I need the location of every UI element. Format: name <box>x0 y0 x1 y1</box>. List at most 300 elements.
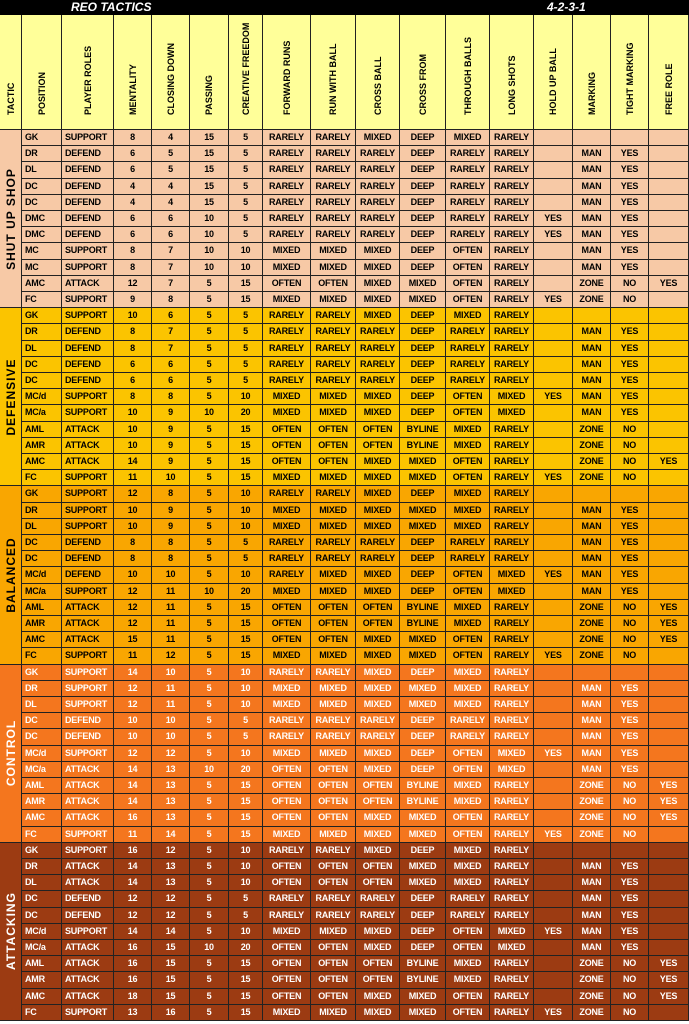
cell-through-balls: MIXED <box>446 665 490 681</box>
cell-long-shots: RARELY <box>490 665 534 681</box>
cell-position: DL <box>22 697 62 713</box>
cell-through-balls: MIXED <box>446 778 490 794</box>
cell-free-role <box>649 438 689 454</box>
cell-hold-up-ball <box>534 260 573 276</box>
cell-free-role <box>649 260 689 276</box>
cell-through-balls: RARELY <box>446 211 490 227</box>
cell-tight-marking: YES <box>611 324 649 340</box>
cell-marking: ZONE <box>573 778 611 794</box>
cell-hold-up-ball <box>534 146 573 162</box>
cell-position: DMC <box>22 211 62 227</box>
cell-cross-ball: MIXED <box>356 1005 400 1021</box>
cell-creative-freedom: 10 <box>229 697 263 713</box>
cell-creative-freedom: 15 <box>229 972 263 988</box>
cell-run-with-ball: OFTEN <box>311 632 356 648</box>
cell-marking: ZONE <box>573 648 611 664</box>
cell-cross-from: BYLINE <box>400 600 446 616</box>
cell-mentality: 8 <box>114 389 152 405</box>
cell-marking: MAN <box>573 697 611 713</box>
cell-free-role <box>649 357 689 373</box>
cell-run-with-ball: OFTEN <box>311 940 356 956</box>
cell-hold-up-ball: YES <box>534 227 573 243</box>
cell-cross-ball: RARELY <box>356 373 400 389</box>
cell-free-role <box>649 389 689 405</box>
cell-position: MC <box>22 243 62 259</box>
cell-hold-up-ball <box>534 584 573 600</box>
tactic-group-defensive <box>0 308 22 486</box>
cell-creative-freedom: 10 <box>229 924 263 940</box>
cell-passing: 5 <box>190 616 229 632</box>
cell-passing: 5 <box>190 697 229 713</box>
cell-through-balls: RARELY <box>446 341 490 357</box>
cell-forward-runs: MIXED <box>263 405 311 421</box>
cell-closing-down: 8 <box>152 486 190 502</box>
column-header-label: FORWARD RUNS <box>281 40 292 115</box>
cell-long-shots: RARELY <box>490 729 534 745</box>
cell-free-role <box>649 503 689 519</box>
cell-cross-from: DEEP <box>400 584 446 600</box>
cell-closing-down: 9 <box>152 519 190 535</box>
column-header-passing <box>190 15 229 130</box>
cell-closing-down: 4 <box>152 179 190 195</box>
cell-run-with-ball: MIXED <box>311 681 356 697</box>
cell-marking: MAN <box>573 859 611 875</box>
cell-cross-from: DEEP <box>400 551 446 567</box>
cell-through-balls: MIXED <box>446 681 490 697</box>
cell-closing-down: 4 <box>152 130 190 146</box>
column-header-free-role <box>649 15 689 130</box>
cell-tight-marking: NO <box>611 454 649 470</box>
cell-through-balls: OFTEN <box>446 632 490 648</box>
cell-mentality: 10 <box>114 729 152 745</box>
cell-cross-ball: RARELY <box>356 324 400 340</box>
column-header-label: PASSING <box>204 75 214 115</box>
cell-mentality: 10 <box>114 567 152 583</box>
cell-free-role <box>649 486 689 502</box>
cell-marking: MAN <box>573 908 611 924</box>
cell-closing-down: 8 <box>152 389 190 405</box>
cell-free-role <box>649 665 689 681</box>
cell-passing: 5 <box>190 908 229 924</box>
cell-position: DR <box>22 503 62 519</box>
cell-closing-down: 8 <box>152 292 190 308</box>
cell-tight-marking: YES <box>611 405 649 421</box>
cell-forward-runs: OFTEN <box>263 794 311 810</box>
cell-passing: 5 <box>190 324 229 340</box>
cell-free-role <box>649 762 689 778</box>
cell-tight-marking: YES <box>611 584 649 600</box>
cell-through-balls: OFTEN <box>446 292 490 308</box>
cell-mentality: 16 <box>114 972 152 988</box>
cell-cross-ball: MIXED <box>356 454 400 470</box>
cell-tight-marking: NO <box>611 632 649 648</box>
cell-run-with-ball: OFTEN <box>311 600 356 616</box>
cell-run-with-ball: RARELY <box>311 486 356 502</box>
cell-forward-runs: RARELY <box>263 567 311 583</box>
cell-cross-ball: MIXED <box>356 697 400 713</box>
column-header-run-with-ball <box>311 15 356 130</box>
cell-through-balls: OFTEN <box>446 940 490 956</box>
cell-marking: MAN <box>573 729 611 745</box>
cell-cross-ball: RARELY <box>356 195 400 211</box>
column-header-label: TIGHT MARKING <box>624 42 635 115</box>
cell-creative-freedom: 10 <box>229 260 263 276</box>
cell-hold-up-ball <box>534 972 573 988</box>
cell-free-role <box>649 827 689 843</box>
cell-tight-marking: NO <box>611 648 649 664</box>
cell-run-with-ball: OFTEN <box>311 616 356 632</box>
cell-creative-freedom: 10 <box>229 567 263 583</box>
cell-mentality: 16 <box>114 956 152 972</box>
cell-closing-down: 8 <box>152 551 190 567</box>
cell-free-role <box>649 162 689 178</box>
cell-run-with-ball: MIXED <box>311 503 356 519</box>
cell-mentality: 14 <box>114 762 152 778</box>
cell-marking: ZONE <box>573 422 611 438</box>
cell-hold-up-ball: YES <box>534 746 573 762</box>
cell-tight-marking: YES <box>611 729 649 745</box>
cell-run-with-ball: RARELY <box>311 665 356 681</box>
cell-forward-runs: RARELY <box>263 162 311 178</box>
cell-long-shots: RARELY <box>490 341 534 357</box>
cell-closing-down: 14 <box>152 827 190 843</box>
cell-marking: MAN <box>573 146 611 162</box>
cell-cross-from: DEEP <box>400 389 446 405</box>
cell-marking: MAN <box>573 584 611 600</box>
cell-cross-from: MIXED <box>400 989 446 1005</box>
cell-player-roles: DEFEND <box>62 567 114 583</box>
cell-tight-marking <box>611 308 649 324</box>
cell-cross-from: DEEP <box>400 535 446 551</box>
cell-position: FC <box>22 827 62 843</box>
cell-mentality: 12 <box>114 616 152 632</box>
cell-cross-from: BYLINE <box>400 778 446 794</box>
cell-passing: 10 <box>190 227 229 243</box>
cell-closing-down: 6 <box>152 227 190 243</box>
cell-mentality: 12 <box>114 584 152 600</box>
cell-tight-marking: YES <box>611 940 649 956</box>
cell-passing: 5 <box>190 859 229 875</box>
cell-free-role <box>649 746 689 762</box>
cell-free-role: YES <box>649 600 689 616</box>
cell-forward-runs: OFTEN <box>263 276 311 292</box>
cell-hold-up-ball: YES <box>534 211 573 227</box>
cell-through-balls: MIXED <box>446 503 490 519</box>
cell-creative-freedom: 15 <box>229 1005 263 1021</box>
cell-cross-from: DEEP <box>400 357 446 373</box>
cell-cross-ball: MIXED <box>356 810 400 826</box>
column-header-label: POSITION <box>36 71 47 115</box>
cell-closing-down: 6 <box>152 373 190 389</box>
cell-cross-ball: RARELY <box>356 162 400 178</box>
cell-player-roles: ATTACK <box>62 600 114 616</box>
column-header-cross-from <box>400 15 446 130</box>
cell-player-roles: ATTACK <box>62 276 114 292</box>
cell-creative-freedom: 15 <box>229 632 263 648</box>
cell-run-with-ball: RARELY <box>311 211 356 227</box>
cell-cross-ball: RARELY <box>356 729 400 745</box>
cell-closing-down: 13 <box>152 859 190 875</box>
cell-mentality: 10 <box>114 438 152 454</box>
cell-forward-runs: MIXED <box>263 503 311 519</box>
cell-through-balls: RARELY <box>446 227 490 243</box>
cell-tight-marking: YES <box>611 519 649 535</box>
cell-creative-freedom: 15 <box>229 454 263 470</box>
cell-position: DR <box>22 146 62 162</box>
cell-marking: MAN <box>573 891 611 907</box>
cell-position: GK <box>22 843 62 859</box>
cell-cross-from: DEEP <box>400 308 446 324</box>
cell-player-roles: DEFEND <box>62 908 114 924</box>
cell-player-roles: ATTACK <box>62 794 114 810</box>
cell-through-balls: RARELY <box>446 357 490 373</box>
cell-run-with-ball: MIXED <box>311 648 356 664</box>
cell-through-balls: MIXED <box>446 600 490 616</box>
cell-run-with-ball: MIXED <box>311 827 356 843</box>
cell-forward-runs: RARELY <box>263 729 311 745</box>
cell-passing: 5 <box>190 503 229 519</box>
cell-player-roles: SUPPORT <box>62 1005 114 1021</box>
cell-hold-up-ball <box>534 875 573 891</box>
cell-marking: ZONE <box>573 292 611 308</box>
cell-long-shots: RARELY <box>490 697 534 713</box>
cell-hold-up-ball <box>534 324 573 340</box>
cell-marking: ZONE <box>573 600 611 616</box>
cell-free-role <box>649 924 689 940</box>
column-header-label: RUN WITH BALL <box>328 43 338 115</box>
cell-position: DC <box>22 179 62 195</box>
cell-long-shots: MIXED <box>490 746 534 762</box>
cell-long-shots: MIXED <box>490 762 534 778</box>
cell-player-roles: ATTACK <box>62 940 114 956</box>
cell-cross-ball: RARELY <box>356 341 400 357</box>
cell-through-balls: RARELY <box>446 195 490 211</box>
cell-passing: 5 <box>190 567 229 583</box>
cell-through-balls: OFTEN <box>446 924 490 940</box>
cell-closing-down: 12 <box>152 746 190 762</box>
cell-hold-up-ball <box>534 713 573 729</box>
cell-run-with-ball: MIXED <box>311 567 356 583</box>
cell-player-roles: SUPPORT <box>62 405 114 421</box>
cell-player-roles: ATTACK <box>62 956 114 972</box>
cell-passing: 5 <box>190 681 229 697</box>
cell-mentality: 8 <box>114 341 152 357</box>
cell-position: MC/d <box>22 746 62 762</box>
cell-hold-up-ball <box>534 989 573 1005</box>
cell-passing: 15 <box>190 162 229 178</box>
column-header-label: LONG SHOTS <box>506 55 517 115</box>
cell-position: DR <box>22 324 62 340</box>
cell-passing: 10 <box>190 940 229 956</box>
cell-free-role <box>649 940 689 956</box>
cell-mentality: 14 <box>114 794 152 810</box>
cell-marking: ZONE <box>573 1005 611 1021</box>
cell-through-balls: RARELY <box>446 908 490 924</box>
column-header-creative-freedom <box>229 15 263 130</box>
cell-cross-ball: MIXED <box>356 665 400 681</box>
cell-closing-down: 11 <box>152 600 190 616</box>
cell-mentality: 11 <box>114 648 152 664</box>
cell-tight-marking <box>611 130 649 146</box>
cell-passing: 5 <box>190 972 229 988</box>
cell-passing: 5 <box>190 600 229 616</box>
cell-cross-ball: RARELY <box>356 211 400 227</box>
cell-forward-runs: MIXED <box>263 681 311 697</box>
cell-run-with-ball: OFTEN <box>311 972 356 988</box>
cell-creative-freedom: 5 <box>229 373 263 389</box>
cell-forward-runs: OFTEN <box>263 616 311 632</box>
cell-creative-freedom: 10 <box>229 681 263 697</box>
cell-run-with-ball: OFTEN <box>311 276 356 292</box>
column-header-tight-marking <box>611 15 649 130</box>
cell-long-shots: RARELY <box>490 422 534 438</box>
cell-through-balls: RARELY <box>446 535 490 551</box>
cell-hold-up-ball <box>534 438 573 454</box>
cell-run-with-ball: RARELY <box>311 227 356 243</box>
cell-through-balls: MIXED <box>446 956 490 972</box>
cell-cross-from: BYLINE <box>400 972 446 988</box>
cell-position: DC <box>22 195 62 211</box>
cell-long-shots: RARELY <box>490 989 534 1005</box>
cell-marking: MAN <box>573 179 611 195</box>
cell-position: DR <box>22 859 62 875</box>
cell-long-shots: RARELY <box>490 357 534 373</box>
cell-free-role <box>649 1005 689 1021</box>
cell-run-with-ball: RARELY <box>311 357 356 373</box>
cell-cross-from: MIXED <box>400 859 446 875</box>
cell-run-with-ball: MIXED <box>311 1005 356 1021</box>
cell-hold-up-ball <box>534 859 573 875</box>
cell-hold-up-ball <box>534 956 573 972</box>
cell-cross-from: MIXED <box>400 875 446 891</box>
cell-cross-ball: RARELY <box>356 227 400 243</box>
cell-mentality: 12 <box>114 486 152 502</box>
cell-hold-up-ball: YES <box>534 924 573 940</box>
cell-cross-from: DEEP <box>400 762 446 778</box>
cell-player-roles: SUPPORT <box>62 260 114 276</box>
cell-creative-freedom: 15 <box>229 600 263 616</box>
cell-free-role: YES <box>649 972 689 988</box>
cell-forward-runs: MIXED <box>263 389 311 405</box>
cell-hold-up-ball <box>534 810 573 826</box>
cell-hold-up-ball: YES <box>534 567 573 583</box>
cell-cross-from: DEEP <box>400 195 446 211</box>
cell-forward-runs: MIXED <box>263 292 311 308</box>
cell-cross-from: MIXED <box>400 454 446 470</box>
cell-player-roles: DEFEND <box>62 211 114 227</box>
cell-closing-down: 5 <box>152 146 190 162</box>
cell-forward-runs: MIXED <box>263 697 311 713</box>
cell-closing-down: 13 <box>152 810 190 826</box>
cell-position: AMC <box>22 810 62 826</box>
cell-player-roles: DEFEND <box>62 146 114 162</box>
cell-marking: ZONE <box>573 276 611 292</box>
cell-forward-runs: MIXED <box>263 924 311 940</box>
cell-creative-freedom: 15 <box>229 470 263 486</box>
cell-position: AML <box>22 956 62 972</box>
cell-run-with-ball: RARELY <box>311 535 356 551</box>
cell-cross-from: DEEP <box>400 146 446 162</box>
cell-tight-marking: YES <box>611 195 649 211</box>
cell-marking: ZONE <box>573 956 611 972</box>
cell-hold-up-ball: YES <box>534 648 573 664</box>
cell-long-shots: RARELY <box>490 681 534 697</box>
cell-forward-runs: MIXED <box>263 470 311 486</box>
cell-long-shots: MIXED <box>490 389 534 405</box>
cell-long-shots: RARELY <box>490 179 534 195</box>
cell-hold-up-ball <box>534 162 573 178</box>
cell-creative-freedom: 20 <box>229 405 263 421</box>
cell-free-role <box>649 681 689 697</box>
cell-tight-marking: NO <box>611 1005 649 1021</box>
cell-through-balls: OFTEN <box>446 810 490 826</box>
cell-free-role <box>649 422 689 438</box>
cell-creative-freedom: 10 <box>229 503 263 519</box>
cell-run-with-ball: RARELY <box>311 341 356 357</box>
cell-tight-marking: YES <box>611 891 649 907</box>
cell-mentality: 10 <box>114 308 152 324</box>
cell-closing-down: 10 <box>152 713 190 729</box>
cell-position: AMC <box>22 454 62 470</box>
cell-run-with-ball: OFTEN <box>311 794 356 810</box>
cell-cross-ball: MIXED <box>356 681 400 697</box>
cell-closing-down: 7 <box>152 276 190 292</box>
cell-tight-marking: YES <box>611 535 649 551</box>
cell-long-shots: MIXED <box>490 924 534 940</box>
cell-forward-runs: OFTEN <box>263 778 311 794</box>
cell-player-roles: SUPPORT <box>62 648 114 664</box>
cell-player-roles: SUPPORT <box>62 697 114 713</box>
cell-cross-ball: OFTEN <box>356 422 400 438</box>
cell-player-roles: SUPPORT <box>62 843 114 859</box>
cell-marking <box>573 843 611 859</box>
cell-marking: MAN <box>573 875 611 891</box>
cell-tight-marking: YES <box>611 551 649 567</box>
cell-player-roles: DEFEND <box>62 179 114 195</box>
cell-hold-up-ball <box>534 778 573 794</box>
cell-marking: MAN <box>573 341 611 357</box>
cell-creative-freedom: 5 <box>229 211 263 227</box>
cell-position: DC <box>22 551 62 567</box>
cell-long-shots: MIXED <box>490 405 534 421</box>
cell-passing: 5 <box>190 875 229 891</box>
cell-cross-ball: RARELY <box>356 146 400 162</box>
cell-marking: ZONE <box>573 470 611 486</box>
cell-forward-runs: MIXED <box>263 584 311 600</box>
cell-marking: ZONE <box>573 989 611 1005</box>
cell-cross-ball: MIXED <box>356 486 400 502</box>
cell-hold-up-ball <box>534 341 573 357</box>
cell-tight-marking: YES <box>611 211 649 227</box>
cell-cross-ball: RARELY <box>356 891 400 907</box>
cell-cross-from: BYLINE <box>400 956 446 972</box>
cell-free-role <box>649 227 689 243</box>
cell-tight-marking: YES <box>611 567 649 583</box>
cell-mentality: 8 <box>114 130 152 146</box>
cell-long-shots: RARELY <box>490 146 534 162</box>
cell-mentality: 13 <box>114 1005 152 1021</box>
cell-hold-up-ball: YES <box>534 292 573 308</box>
cell-marking: MAN <box>573 681 611 697</box>
cell-cross-ball: RARELY <box>356 551 400 567</box>
cell-long-shots: RARELY <box>490 843 534 859</box>
cell-position: AMR <box>22 438 62 454</box>
cell-forward-runs: OFTEN <box>263 940 311 956</box>
cell-closing-down: 9 <box>152 438 190 454</box>
cell-passing: 5 <box>190 891 229 907</box>
cell-closing-down: 15 <box>152 940 190 956</box>
cell-creative-freedom: 10 <box>229 665 263 681</box>
